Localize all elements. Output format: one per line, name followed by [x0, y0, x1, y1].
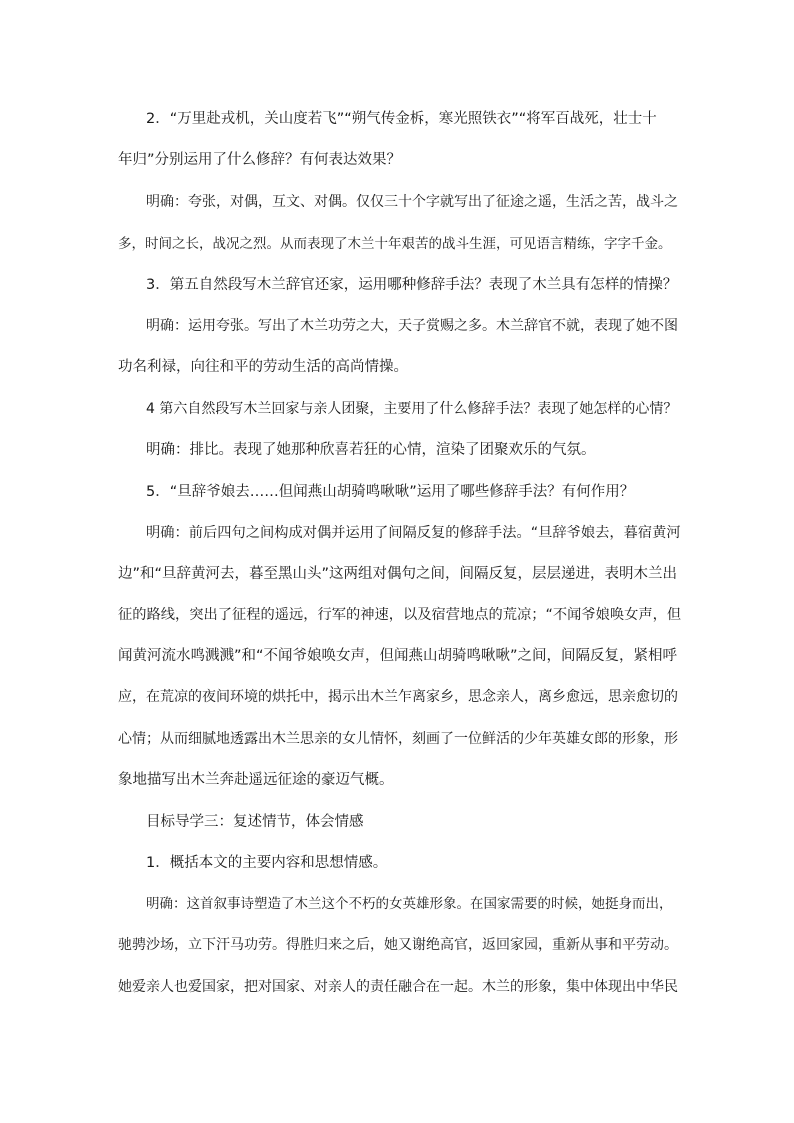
answer-5-line-6: 心情；从而细腻地透露出木兰思亲的女儿情怀，刻画了一位鲜活的少年英雄女郎的形象，形 — [118, 731, 678, 747]
answer-2-line-1: 明确：夸张，对偶，互文、对偶。仅仅三十个字就写出了征途之遥，生活之苦，战斗之 — [146, 194, 678, 210]
question-5-line: 5．“旦辞爷娘去……但闻燕山胡骑鸣啾啾”运用了哪些修辞手法？有何作用？ — [146, 484, 635, 500]
question-2-line-1: 2．“万里赴戎机，关山度若飞”“朔气传金柝，寒光照铁衣”“将军百战死，壮士十 — [146, 111, 657, 127]
answer-3-line-2: 功名利禄，向往和平的劳动生活的高尚情操。 — [118, 359, 408, 375]
answer-5-line-5: 应，在荒凉的夜间环境的烘托中，揭示出木兰乍离家乡，思念亲人，离乡愈远，思亲愈切的 — [118, 689, 678, 705]
answer-4-line: 明确：排比。表现了她那种欣喜若狂的心情，渲染了团聚欢乐的气氛。 — [146, 442, 596, 458]
answer-1-line-1: 明确：这首叙事诗塑造了木兰这个不朽的女英雄形象。在国家需要的时候，她挺身而出， — [146, 896, 673, 912]
question-4-line: 4 第六自然段写木兰回家与亲人团聚，主要用了什么修辞手法？表现了她怎样的心情？ — [146, 401, 678, 417]
answer-1-line-2: 驰骋沙场，立下汗马功劳。得胜归来之后，她又谢绝高官，返回家园，重新从事和平劳动。 — [118, 937, 678, 953]
answer-3-line-1: 明确：运用夸张。写出了木兰功劳之大，天子赏赐之多。木兰辞官不就，表现了她不图 — [146, 318, 678, 334]
answer-1-line-3: 她爱亲人也爱国家，把对国家、对亲人的责任融合在一起。木兰的形象，集中体现出中华民 — [118, 979, 678, 995]
answer-2-line-2: 多，时间之长，战况之烈。从而表现了木兰十年艰苦的战斗生涯，可见语言精练，字字千金。 — [118, 236, 672, 252]
answer-5-line-4: 闻黄河流水鸣溅溅”和“不闻爷娘唤女声，但闻燕山胡骑鸣啾啾”之间，间隔反复，紧相呼 — [118, 648, 678, 664]
question-3-line: 3．第五自然段写木兰辞官还家，运用哪种修辞手法？表现了木兰具有怎样的情操？ — [146, 277, 678, 293]
section-heading: 目标导学三：复述情节，体会情感 — [146, 814, 364, 830]
answer-5-line-3: 征的路线，突出了征程的遥远，行军的神速，以及宿营地点的荒凉；“不闻爷娘唤女声，但 — [118, 607, 682, 623]
answer-5-line-7: 象地描写出木兰奔赴遥远征途的豪迈气概。 — [118, 772, 394, 788]
answer-5-line-1: 明确：前后四句之间构成对偶并运用了间隔反复的修辞手法。“旦辞爷娘去，暮宿黄河 — [146, 525, 681, 541]
question-1-line: 1．概括本文的主要内容和思想情感。 — [146, 855, 388, 871]
answer-5-line-2: 边”和“旦辞黄河去，暮至黑山头”这两组对偶句之间，间隔反复，层层递进，表明木兰出 — [118, 566, 678, 582]
question-2-line-2: 年归”分别运用了什么修辞？有何表达效果？ — [118, 152, 402, 168]
